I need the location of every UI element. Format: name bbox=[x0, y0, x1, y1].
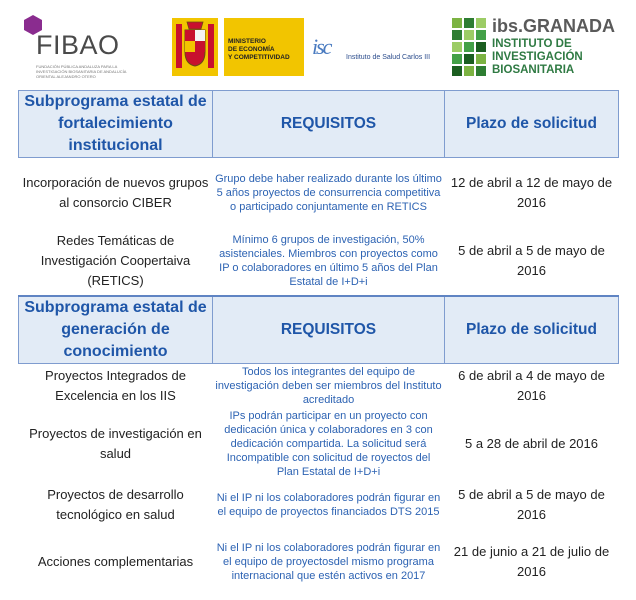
program-requisitos: Ni el IP ni los colaboradores podrán figurar en el equipo de proyectos financiados DTS 2015 bbox=[216, 492, 441, 518]
program-plazo: 6 de abril a 4 de mayo de 2016 bbox=[458, 368, 605, 404]
fibao-name: FIBAO bbox=[36, 30, 120, 60]
program-name: Redes Temáticas de Investigación Coopertaiva (RETICS) bbox=[40, 233, 191, 288]
ibs-granada-logo bbox=[452, 18, 632, 80]
fibao-logo bbox=[20, 10, 130, 80]
plazo-header: Plazo de solicitud bbox=[445, 296, 619, 364]
logo-header bbox=[0, 0, 636, 88]
table-row bbox=[19, 409, 619, 479]
table-row bbox=[19, 363, 619, 409]
ibs-subtitle bbox=[492, 38, 583, 77]
program-plazo: 12 de abril a 12 de mayo de 2016 bbox=[450, 174, 613, 210]
table-row bbox=[19, 531, 619, 593]
fibao-subtitle: FUNDACIÓN PÚBLICA ANDALUZA PARA LA INVESTIGACIÓN BIOSANITARIA DE ANDALUCÍA ORIENTAL ALEJANDRO OTERO bbox=[36, 64, 127, 79]
program-name: Proyectos Integrados de Excelencia en los IIS bbox=[45, 368, 186, 404]
section-header bbox=[19, 91, 619, 158]
program-requisitos: IPs podrán participar en un proyecto con dedicación única y colaboradores en 3 con dedicación compartida. La solicitud será Incompatible con solicitud de royectos del Plan Estatal de I+D+i bbox=[224, 410, 433, 478]
ibs-mosaic-icon bbox=[452, 18, 486, 78]
section-title: Subprograma estatal de fortalecimiento institucional bbox=[19, 91, 213, 158]
requisitos-header: REQUISITOS bbox=[213, 296, 445, 364]
ministerio-line2: DE ECONOMÍA bbox=[228, 46, 275, 53]
ministerio-line3: Y COMPETITIVIDAD bbox=[228, 54, 290, 61]
section-header bbox=[19, 296, 619, 364]
plazo-header: Plazo de solicitud bbox=[445, 91, 619, 158]
table-row bbox=[19, 479, 619, 531]
ibs-line3: BIOSANITARIA bbox=[492, 64, 575, 76]
program-plazo: 21 de junio a 21 de julio de 2016 bbox=[453, 544, 610, 579]
ministerio-line1: MINISTERIO bbox=[228, 38, 266, 45]
program-requisitos: Todos los integrantes del equipo de investigación deben ser miembros del Instituto acreditado bbox=[215, 366, 442, 407]
program-requisitos: Grupo debe haber realizado durante los último 5 años proyectos de consurrencia competitiva o participado conjuntamente en RETICS bbox=[215, 172, 442, 213]
program-plazo: 5 de abril a 5 de mayo de 2016 bbox=[458, 487, 605, 522]
table-row bbox=[19, 228, 619, 296]
section-title: Subprograma estatal de generación de conocimiento bbox=[19, 296, 213, 364]
ministerio-name-box bbox=[224, 18, 304, 76]
ibs-title: ibs.GRANADA bbox=[492, 16, 616, 36]
program-name: Acciones complementarias bbox=[37, 554, 194, 569]
ministerio-logo bbox=[172, 18, 307, 80]
program-requisitos: Ni el IP ni los colaboradores podrán figurar en el equipo de proyectosdel mismo programa internacional que estén activos en 2017 bbox=[216, 542, 441, 582]
program-name: Incorporación de nuevos grupos al consorcio CIBER bbox=[22, 174, 209, 210]
requisitos-header: REQUISITOS bbox=[213, 91, 445, 158]
isciii-label: Instituto de Salud Carlos III bbox=[346, 54, 431, 61]
program-name: Proyectos de investigación en salud bbox=[29, 426, 202, 461]
ibs-line1: INSTITUTO DE bbox=[492, 38, 572, 50]
program-name: Proyectos de desarrollo tecnológico en salud bbox=[47, 487, 184, 522]
table-row bbox=[19, 158, 619, 228]
isciii-symbol: isc bbox=[312, 34, 331, 59]
program-plazo: 5 de abril a 5 de mayo de 2016 bbox=[458, 243, 605, 278]
isciii-logo bbox=[312, 34, 431, 74]
subprograms-table bbox=[18, 90, 619, 593]
spain-coat-of-arms-icon bbox=[172, 18, 218, 76]
program-plazo: 5 a 28 de abril de 2016 bbox=[465, 436, 598, 451]
ibs-line2: INVESTIGACIÓN bbox=[492, 51, 583, 63]
program-requisitos: Mínimo 6 grupos de investigación, 50% asistenciales. Miembros con proyectos como IP o colaboradores en último 5 años del Plan Estatal de I+D+i bbox=[219, 234, 438, 288]
